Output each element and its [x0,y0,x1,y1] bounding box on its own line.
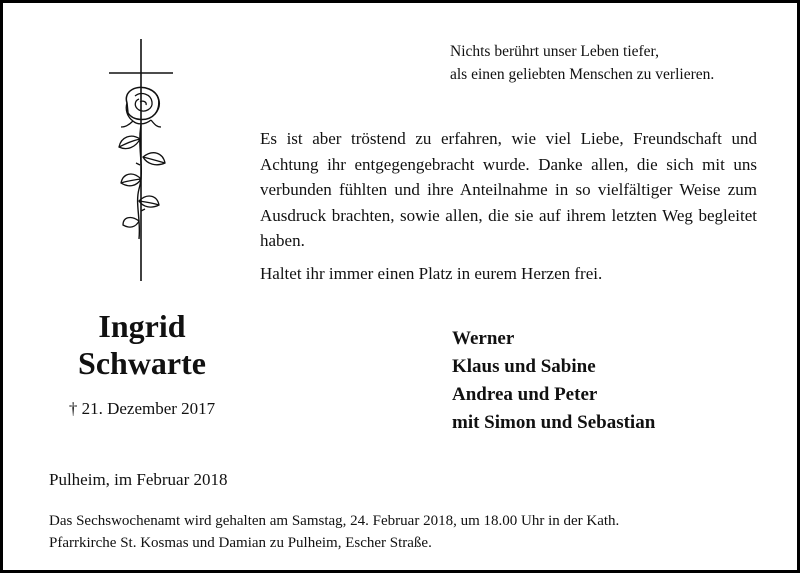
quote [450,40,790,86]
mourners-list [452,325,782,437]
service-line-1: Das Sechswochenamt wird gehalten am Samstag, 24. Februar 2018, um 18.00 Uhr in der Kath. [49,513,620,529]
mourner-name: mit Simon und Sebastian [452,412,656,433]
quote-line-2: als einen geliebten Menschen zu verlieren. [450,66,715,83]
mourner-name: Werner [452,328,515,349]
motto: Haltet ihr immer einen Platz in eurem Herzen frei. [260,264,603,283]
service-info [49,510,759,554]
mourner-name: Klaus und Sabine [452,356,596,377]
mourner-name: Andrea und Peter [452,384,598,405]
cross-with-rose-icon [103,39,178,281]
deceased-last-name: Schwarte [78,345,206,381]
death-date: † 21. Dezember 2017 [68,399,216,418]
service-line-2: Pfarrkirche St. Kosmas und Damian zu Pulheim, Escher Straße. [49,535,432,551]
thanks-paragraph: Es ist aber tröstend zu erfahren, wie viel Liebe, Freundschaft und Achtung ihr entgegengebracht wurde. Danke allen, die sich mit uns verbunden fühlten und ihre Anteilnahme in so vielfältiger Weise zum Ausdruck brachten, sowie allen, die sie auf ihrem letzten Weg begleitet haben. [260,129,757,250]
deceased-first-name: Ingrid [98,308,186,344]
quote-line-1: Nichts berührt unser Leben tiefer, [450,43,659,60]
place-date: Pulheim, im Februar 2018 [49,470,228,489]
